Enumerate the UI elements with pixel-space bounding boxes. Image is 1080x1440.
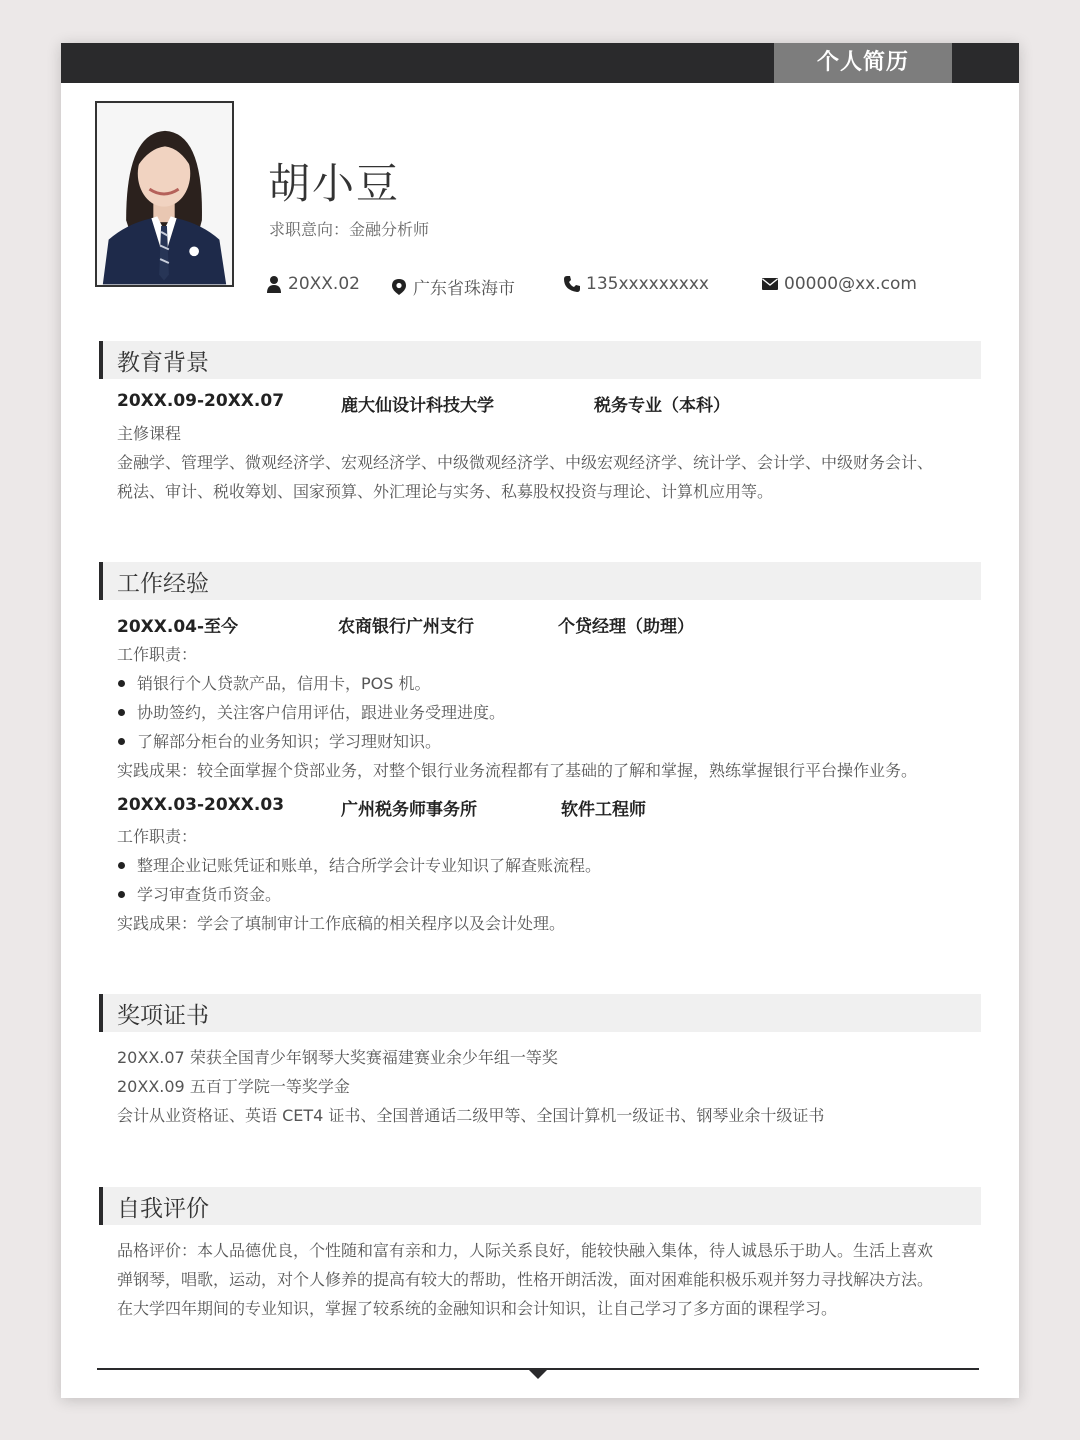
bullet-dot [118,891,125,898]
duty-item [117,700,505,723]
section-title: 工作经验 [117,571,209,597]
courses-line: 金融学、管理学、微观经济学、宏观经济学、中级微观经济学、中级宏观经济学、统计学、会计学、中级财务会计、 [117,453,934,472]
resume-tag: 个人简历 [774,43,952,83]
duty-label: 工作职责： [117,827,198,846]
duty-text: 学习审查货币资金。 [137,885,282,904]
duty-text: 销银行个人贷款产品，信用卡，POS 机。 [137,674,431,693]
self-eval-line: 弹钢琴，唱歌，运动，对个人修养的提高有较大的帮助，性格开朗活泼，面对困难能积极乐观并努力寻找解决方法。 [117,1270,934,1289]
job-company: 广州税务师事务所 [341,800,477,820]
job-result: 实践成果：学会了填制审计工作底稿的相关程序以及会计处理。 [117,914,566,933]
section-title: 教育背景 [117,350,209,376]
phone-info [563,274,709,294]
courses-label: 主修课程 [117,424,182,443]
profile-photo [95,101,234,287]
location-info [390,274,515,299]
email-text: 00000@xx.com [784,274,917,294]
duty-label: 工作职责： [117,645,198,664]
section-work-header [99,562,981,600]
duty-item [117,671,431,694]
job-company: 农商银行广州支行 [338,617,474,637]
candidate-name: 胡小豆 [268,159,401,208]
bullet-dot [118,680,125,687]
duty-item [117,882,281,905]
job-period: 20XX.03-20XX.03 [117,795,285,815]
duty-item [117,729,441,752]
location-pin-icon [390,278,408,296]
courses-line: 税法、审计、税收筹划、国家预算、外汇理论与实务、私募股权投资与理论、计算机应用等。 [117,482,774,501]
bullet-dot [118,738,125,745]
section-title: 自我评价 [117,1196,209,1222]
job-intent: 求职意向：金融分析师 [269,220,430,239]
section-education-header [99,341,981,379]
resume-sheet [61,43,1019,1398]
self-eval-line: 在大学四年期间的专业知识，掌握了较系统的金融知识和会计知识，让自己学习了多方面的课程学习。 [117,1299,838,1318]
award-item: 20XX.07 荣获全国青少年钢琴大奖赛福建赛业余少年组一等奖 [117,1048,558,1067]
award-item: 20XX.09 五百丁学院一等奖学金 [117,1077,350,1096]
award-item: 会计从业资格证、英语 CET4 证书、全国普通话二级甲等、全国计算机一级证书、钢琴业余十级证书 [117,1106,825,1125]
duty-text: 协助签约，关注客户信用评估，跟进业务受理进度。 [137,703,506,722]
section-awards-header [99,994,981,1032]
email-info [761,274,917,294]
job-role: 软件工程师 [561,800,646,820]
section-marker [99,562,103,600]
edu-school: 鹿大仙设计科技大学 [341,396,494,416]
section-marker [99,1187,103,1225]
job-period: 20XX.04-至今 [117,617,239,637]
section-self-header [99,1187,981,1225]
person-icon [265,275,283,293]
birth-text: 20XX.02 [288,274,360,294]
duty-item [117,853,601,876]
bullet-dot [118,709,125,716]
section-marker [99,341,103,379]
phone-text: 135xxxxxxxxx [586,274,709,294]
birth-info [265,274,360,294]
portrait-image [97,103,232,285]
job-role: 个贷经理（助理） [558,617,694,637]
duty-text: 了解部分柜台的业务知识；学习理财知识。 [137,732,442,751]
edu-major: 税务专业（本科） [594,396,730,416]
footer-triangle-icon [529,1370,547,1379]
self-eval-line: 品格评价：本人品德优良，个性随和富有亲和力，人际关系良好，能较快融入集体，待人诚恳乐于助人。生活上喜欢 [117,1241,934,1260]
job-result: 实践成果：较全面掌握个贷部业务，对整个银行业务流程都有了基础的了解和掌握，熟练掌握银行平台操作业务。 [117,761,918,780]
mail-icon [761,275,779,293]
section-marker [99,994,103,1032]
edu-period: 20XX.09-20XX.07 [117,391,285,411]
phone-icon [563,275,581,293]
duty-text: 整理企业记账凭证和账单，结合所学会计专业知识了解查账流程。 [137,856,602,875]
location-text: 广东省珠海市 [413,279,515,299]
section-title: 奖项证书 [117,1003,209,1029]
bullet-dot [118,862,125,869]
